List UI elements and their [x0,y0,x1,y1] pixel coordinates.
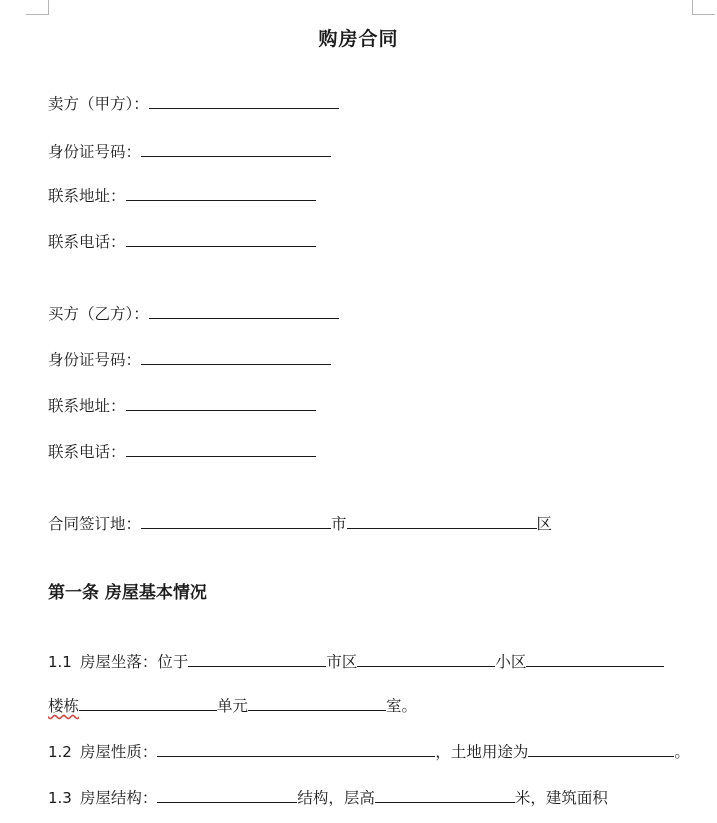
item-1-3-line [48,786,608,808]
item-1-2-end: 。 [674,743,690,761]
seller-party-line [48,92,339,114]
area-label: 米，建筑面积 [514,789,608,807]
structure-label: 结构，层高 [297,789,375,807]
buyer-id-label: 身份证号码： [48,351,142,369]
land-use-label: ，土地用途为 [435,743,529,761]
unit-blank[interactable] [248,694,386,711]
seller-id-line [48,140,331,162]
item-1-1-number: 1.1 [48,653,72,671]
item-1-3-number: 1.3 [48,789,72,807]
item-1-1-line [48,650,664,672]
signing-city-suffix: 市 [331,515,347,533]
document-title: 购房合同 [318,28,399,50]
page-corner-mark-top-left [26,0,49,15]
signing-place-label: 合同签订地： [48,515,142,533]
item-1-1-label: 房屋坐落：位于 [79,653,189,671]
buyer-party-line [48,302,339,324]
building-label: 楼栋 [48,697,80,715]
floor-height-blank[interactable] [375,786,515,803]
structure-blank[interactable] [157,786,297,803]
buyer-name-blank[interactable] [149,302,339,319]
seller-address-blank[interactable] [126,184,316,201]
buyer-phone-line [48,440,316,462]
buyer-phone-blank[interactable] [126,440,316,457]
item-1-1-continued-line [48,694,417,716]
seller-phone-line [48,230,316,252]
buyer-address-label: 联系地址： [48,397,126,415]
signing-district-blank[interactable] [347,512,537,529]
seller-phone-blank[interactable] [126,230,316,247]
page-corner-mark-top-right [692,0,715,15]
article-1-heading: 第一条 房屋基本情况 [48,583,207,603]
item-1-2-label: 房屋性质： [79,743,158,761]
land-use-blank[interactable] [528,740,674,757]
unit-label: 单元 [217,697,249,715]
signing-place-line [48,512,552,534]
property-nature-blank[interactable] [157,740,435,757]
buyer-address-line [48,394,316,416]
seller-phone-label: 联系电话： [48,233,126,251]
buyer-party-label: 买方（乙方）： [48,305,149,323]
location-community-blank[interactable] [526,650,664,667]
buyer-id-blank[interactable] [141,348,331,365]
buyer-address-blank[interactable] [126,394,316,411]
seller-party-label: 卖方（甲方）： [48,95,149,113]
buyer-id-line [48,348,331,370]
location-district-suffix: 市区 [326,653,358,671]
item-1-2-line [48,740,690,762]
item-1-3-label: 房屋结构： [79,789,158,807]
signing-district-suffix: 区 [536,515,553,533]
location-community-suffix: 小区 [495,653,527,671]
seller-id-blank[interactable] [141,140,331,157]
building-blank[interactable] [79,694,217,711]
location-city-blank[interactable] [188,650,326,667]
seller-name-blank[interactable] [149,92,339,109]
seller-address-label: 联系地址： [48,187,126,205]
item-1-2-number: 1.2 [48,743,72,761]
seller-id-label: 身份证号码： [48,143,142,161]
signing-city-blank[interactable] [141,512,331,529]
buyer-phone-label: 联系电话： [48,443,126,461]
location-district-blank[interactable] [357,650,495,667]
seller-address-line [48,184,316,206]
room-label: 室。 [386,697,418,715]
